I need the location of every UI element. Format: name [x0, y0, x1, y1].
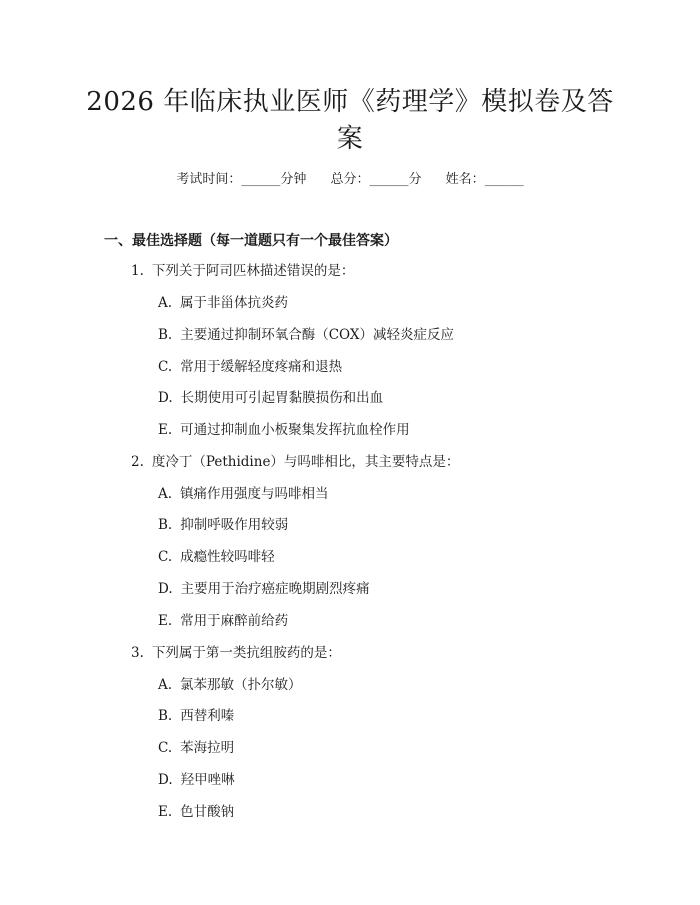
option-item — [158, 612, 288, 630]
option-letter: C. — [158, 359, 173, 375]
option-text: 主要用于治疗癌症晚期剧烈疼痛 — [180, 581, 370, 597]
option-item — [158, 358, 342, 376]
exam-time-unit: 分钟 — [280, 172, 307, 187]
option-text: 抑制呼吸作用较弱 — [180, 517, 289, 533]
option-text: 羟甲唑啉 — [180, 772, 235, 788]
option-item — [158, 294, 288, 312]
name-label: 姓名： — [445, 172, 485, 187]
question-1 — [131, 262, 354, 280]
option-letter: D. — [158, 581, 173, 597]
option-item — [158, 389, 383, 407]
document-title: 2026 年临床执业医师《药理学》模拟卷及答案 — [86, 87, 614, 154]
question-3 — [131, 644, 341, 662]
option-item — [158, 326, 454, 344]
option-letter: B. — [158, 327, 173, 343]
option-text: 西替利嗪 — [180, 708, 235, 724]
option-letter: E. — [158, 804, 173, 820]
option-letter: A. — [158, 677, 173, 693]
option-text: 常用于缓解轻度疼痛和退热 — [180, 359, 343, 375]
name-blank: ______ — [484, 172, 524, 187]
option-item — [158, 421, 410, 439]
exam-meta-line — [0, 168, 700, 187]
option-text: 主要通过抑制环氧合酶（COX）减轻炎症反应 — [180, 327, 454, 343]
total-score-unit: 分 — [408, 172, 422, 187]
option-item — [158, 580, 370, 598]
option-letter: C. — [158, 740, 173, 756]
question-text: 下列关于阿司匹林描述错误的是： — [151, 263, 355, 279]
name-field — [446, 168, 524, 187]
total-score-blank: ______ — [369, 172, 409, 187]
option-text: 成瘾性较吗啡轻 — [180, 549, 275, 565]
exam-time-field — [176, 168, 306, 187]
option-text: 镇痛作用强度与吗啡相当 — [180, 486, 329, 502]
option-text: 属于非甾体抗炎药 — [180, 295, 289, 311]
option-letter: E. — [158, 422, 173, 438]
option-item — [158, 676, 302, 694]
exam-time-blank: ______ — [241, 172, 281, 187]
option-item — [158, 516, 288, 534]
total-score-field — [330, 168, 421, 187]
option-letter: D. — [158, 390, 173, 406]
option-letter: D. — [158, 772, 173, 788]
option-item — [158, 739, 234, 757]
option-text: 可通过抑制血小板聚集发挥抗血栓作用 — [180, 422, 410, 438]
option-text: 氯苯那敏（扑尔敏） — [180, 677, 302, 693]
question-number: 3. — [131, 645, 144, 661]
option-item — [158, 803, 234, 821]
option-text: 色甘酸钠 — [180, 804, 235, 820]
option-letter: A. — [158, 295, 173, 311]
question-text: 度冷丁（Pethidine）与吗啡相比，其主要特点是： — [151, 454, 460, 470]
option-item — [158, 548, 275, 566]
option-letter: A. — [158, 486, 173, 502]
option-item — [158, 707, 234, 725]
section-heading: 一、最佳选择题（每一道题只有一个最佳答案） — [104, 233, 398, 249]
option-text: 常用于麻醉前给药 — [180, 613, 289, 629]
question-number: 1. — [131, 263, 144, 279]
option-text: 苯海拉明 — [180, 740, 235, 756]
exam-time-label: 考试时间： — [176, 172, 242, 187]
option-letter: E. — [158, 613, 173, 629]
option-item — [158, 771, 235, 789]
option-letter: B. — [158, 517, 173, 533]
question-2 — [131, 453, 459, 471]
total-score-label: 总分： — [330, 172, 370, 187]
option-text: 长期使用可引起胃黏膜损伤和出血 — [180, 390, 384, 406]
option-letter: B. — [158, 708, 173, 724]
question-text: 下列属于第一类抗组胺药的是： — [151, 645, 341, 661]
option-letter: C. — [158, 549, 173, 565]
option-item — [158, 485, 329, 503]
question-number: 2. — [131, 454, 144, 470]
